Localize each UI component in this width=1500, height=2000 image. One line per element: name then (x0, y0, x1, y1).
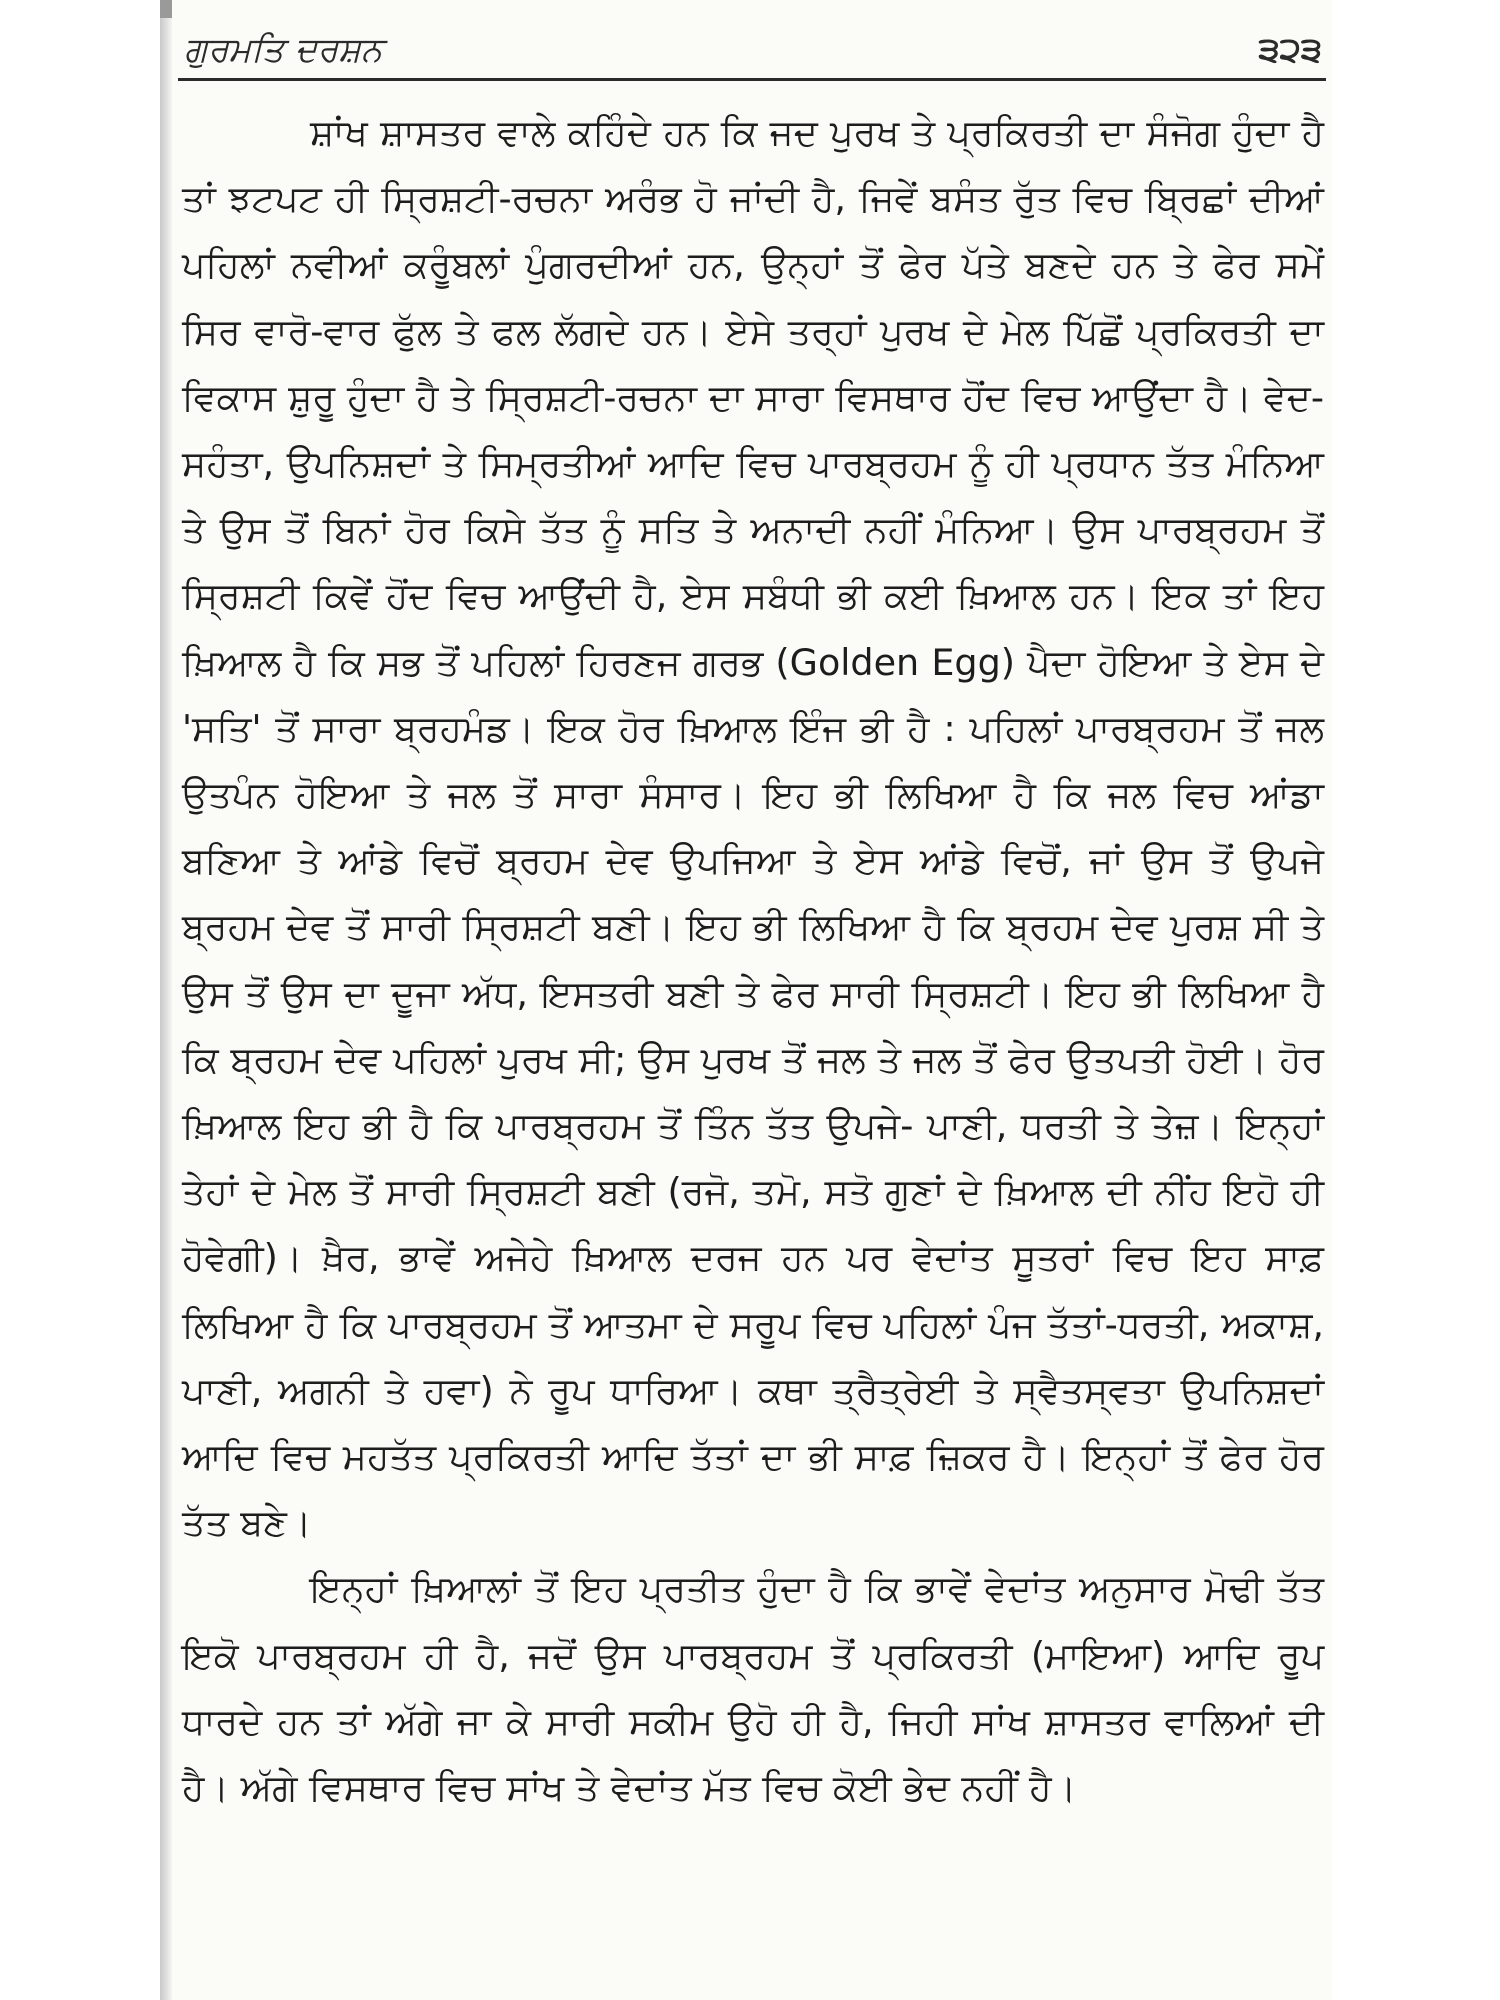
body-text (182, 100, 1324, 1821)
running-header (178, 22, 1326, 81)
paragraph-2: ਇਨ੍ਹਾਂ ਖ਼ਿਆਲਾਂ ਤੋਂ ਇਹ ਪ੍ਰਤੀਤ ਹੁੰਦਾ ਹੈ ਕਿ ਭਾਵੇਂ ਵੇਦਾਂਤ ਅਨੁਸਾਰ ਮੋਢੀ ਤੱਤ ਇਕੋ ਪਾਰਬ੍ਰਹਮ ਹੀ ਹੈ, ਜਦੋਂ ਉਸ ਪਾਰਬ੍ਰਹਮ ਤੋਂ ਪ੍ਰਕਿਰਤੀ (ਮਾਇਆ) ਆਦਿ ਰੂਪ ਧਾਰਦੇ ਹਨ ਤਾਂ ਅੱਗੇ ਜਾ ਕੇ ਸਾਰੀ ਸਕੀਮ ਉਹੋ ਹੀ ਹੈ, ਜਿਹੀ ਸਾਂਖ ਸ਼ਾਸਤਰ ਵਾਲਿਆਂ ਦੀ ਹੈ। ਅੱਗੇ ਵਿਸਥਾਰ ਵਿਚ ਸਾਂਖ ਤੇ ਵੇਦਾਂਤ ਮੱਤ ਵਿਚ ਕੋਈ ਭੇਦ ਨਹੀਂ ਹੈ। (182, 1567, 1324, 1810)
paragraph-1: ਸ਼ਾਂਖ ਸ਼ਾਸਤਰ ਵਾਲੇ ਕਹਿੰਦੇ ਹਨ ਕਿ ਜਦ ਪੁਰਖ ਤੇ ਪ੍ਰਕਿਰਤੀ ਦਾ ਸੰਜੋਗ ਹੁੰਦਾ ਹੈ ਤਾਂ ਝਟਪਟ ਹੀ ਸ੍ਰਿਸ਼ਟੀ-ਰਚਨਾ ਅਰੰਭ ਹੋ ਜਾਂਦੀ ਹੈ, ਜਿਵੇਂ ਬਸੰਤ ਰੁੱਤ ਵਿਚ ਬ੍ਰਿਛਾਂ ਦੀਆਂ ਪਹਿਲਾਂ ਨਵੀਆਂ ਕਰੂੰਬਲਾਂ ਪੁੰਗਰਦੀਆਂ ਹਨ, ਉਨ੍ਹਾਂ ਤੋਂ ਫੇਰ ਪੱਤੇ ਬਣਦੇ ਹਨ ਤੇ ਫੇਰ ਸਮੇਂ ਸਿਰ ਵਾਰੋ-ਵਾਰ ਫੁੱਲ ਤੇ ਫਲ ਲੱਗਦੇ ਹਨ। ਏਸੇ ਤਰ੍ਹਾਂ ਪੁਰਖ ਦੇ ਮੇਲ ਪਿੱਛੋਂ ਪ੍ਰਕਿਰਤੀ ਦਾ ਵਿਕਾਸ ਸ਼ੁਰੂ ਹੁੰਦਾ ਹੈ ਤੇ ਸ੍ਰਿਸ਼ਟੀ-ਰਚਨਾ ਦਾ ਸਾਰਾ ਵਿਸਥਾਰ ਹੋਂਦ ਵਿਚ ਆਉਂਦਾ ਹੈ। ਵੇਦ-ਸਹੰਤਾ, ਉਪਨਿਸ਼ਦਾਂ ਤੇ ਸਿਮ੍ਰਤੀਆਂ ਆਦਿ ਵਿਚ ਪਾਰਬ੍ਰਹਮ ਨੂੰ ਹੀ ਪ੍ਰਧਾਨ ਤੱਤ ਮੰਨਿਆ ਤੇ ਉਸ ਤੋਂ ਬਿਨਾਂ ਹੋਰ ਕਿਸੇ ਤੱਤ ਨੂੰ ਸਤਿ ਤੇ ਅਨਾਦੀ ਨਹੀਂ ਮੰਨਿਆ। ਉਸ ਪਾਰਬ੍ਰਹਮ ਤੋਂ ਸ੍ਰਿਸ਼ਟੀ ਕਿਵੇਂ ਹੋਂਦ ਵਿਚ ਆਉਂਦੀ ਹੈ, ਏਸ ਸਬੰਧੀ ਭੀ ਕਈ ਖ਼ਿਆਲ ਹਨ। ਇਕ ਤਾਂ ਇਹ ਖ਼ਿਆਲ ਹੈ ਕਿ ਸਭ ਤੋਂ ਪਹਿਲਾਂ ਹਿਰਣਜ ਗਰਭ (Golden Egg) ਪੈਦਾ ਹੋਇਆ ਤੇ ਏਸ ਦੇ 'ਸਤਿ' ਤੋਂ ਸਾਰਾ ਬ੍ਰਹਮੰਡ। ਇਕ ਹੋਰ ਖ਼ਿਆਲ ਇੰਜ ਭੀ ਹੈ : ਪਹਿਲਾਂ ਪਾਰਬ੍ਰਹਮ ਤੋਂ ਜਲ ਉਤਪੰਨ ਹੋਇਆ ਤੇ ਜਲ ਤੋਂ ਸਾਰਾ ਸੰਸਾਰ। ਇਹ ਭੀ ਲਿਖਿਆ ਹੈ ਕਿ ਜਲ ਵਿਚ ਆਂਡਾ ਬਣਿਆ ਤੇ ਆਂਡੇ ਵਿਚੋਂ ਬ੍ਰਹਮ ਦੇਵ ਉਪਜਿਆ ਤੇ ਏਸ ਆਂਡੇ ਵਿਚੋਂ, ਜਾਂ ਉਸ ਤੋਂ ਉਪਜੇ ਬ੍ਰਹਮ ਦੇਵ ਤੋਂ ਸਾਰੀ ਸ੍ਰਿਸ਼ਟੀ ਬਣੀ। ਇਹ ਭੀ ਲਿਖਿਆ ਹੈ ਕਿ ਬ੍ਰਹਮ ਦੇਵ ਪੁਰਸ਼ ਸੀ ਤੇ ਉਸ ਤੋਂ ਉਸ ਦਾ ਦੂਜਾ ਅੱਧ, ਇਸਤਰੀ ਬਣੀ ਤੇ ਫੇਰ ਸਾਰੀ ਸ੍ਰਿਸ਼ਟੀ। ਇਹ ਭੀ ਲਿਖਿਆ ਹੈ ਕਿ ਬ੍ਰਹਮ ਦੇਵ ਪਹਿਲਾਂ ਪੁਰਖ ਸੀ; ਉਸ ਪੁਰਖ ਤੋਂ ਜਲ ਤੇ ਜਲ ਤੋਂ ਫੇਰ ਉਤਪਤੀ ਹੋਈ। ਹੋਰ ਖ਼ਿਆਲ ਇਹ ਭੀ ਹੈ ਕਿ ਪਾਰਬ੍ਰਹਮ ਤੋਂ ਤਿੰਨ ਤੱਤ ਉਪਜੇ- ਪਾਣੀ, ਧਰਤੀ ਤੇ ਤੇਜ਼। ਇਨ੍ਹਾਂ ਤੇਹਾਂ ਦੇ ਮੇਲ ਤੋਂ ਸਾਰੀ ਸ੍ਰਿਸ਼ਟੀ ਬਣੀ (ਰਜੋ, ਤਮੋ, ਸਤੋ ਗੁਣਾਂ ਦੇ ਖ਼ਿਆਲ ਦੀ ਨੀਂਹ ਇਹੋ ਹੀ ਹੋਵੇਗੀ)। ਖ਼ੈਰ, ਭਾਵੇਂ ਅਜੇਹੇ ਖ਼ਿਆਲ ਦਰਜ ਹਨ ਪਰ ਵੇਦਾਂਤ ਸੂਤਰਾਂ ਵਿਚ ਇਹ ਸਾਫ਼ ਲਿਖਿਆ ਹੈ ਕਿ ਪਾਰਬ੍ਰਹਮ ਤੋਂ ਆਤਮਾ ਦੇ ਸਰੂਪ ਵਿਚ ਪਹਿਲਾਂ ਪੰਜ ਤੱਤਾਂ-ਧਰਤੀ, ਅਕਾਸ਼, ਪਾਣੀ, ਅਗਨੀ ਤੇ ਹਵਾ) ਨੇ ਰੂਪ ਧਾਰਿਆ। ਕਥਾ ਤ੍ਰੈਤ੍ਰੇਈ ਤੇ ਸ੍ਵੈਤਸ੍ਵਤਾ ਉਪਨਿਸ਼ਦਾਂ ਆਦਿ ਵਿਚ ਮਹਤੱਤ ਪ੍ਰਕਿਰਤੀ ਆਦਿ ਤੱਤਾਂ ਦਾ ਭੀ ਸਾਫ਼ ਜ਼ਿਕਰ ਹੈ। ਇਨ੍ਹਾਂ ਤੋਂ ਫੇਰ ਹੋਰ ਤੱਤ ਬਣੇ। (182, 111, 1325, 1545)
page-gutter-shadow (160, 0, 172, 2000)
page-corner-mark (160, 0, 172, 18)
header-page-number: ੩੨੩ (1258, 30, 1322, 70)
header-book-title: ਗੁਰਮਤਿ ਦਰਸ਼ਨ (184, 30, 383, 70)
